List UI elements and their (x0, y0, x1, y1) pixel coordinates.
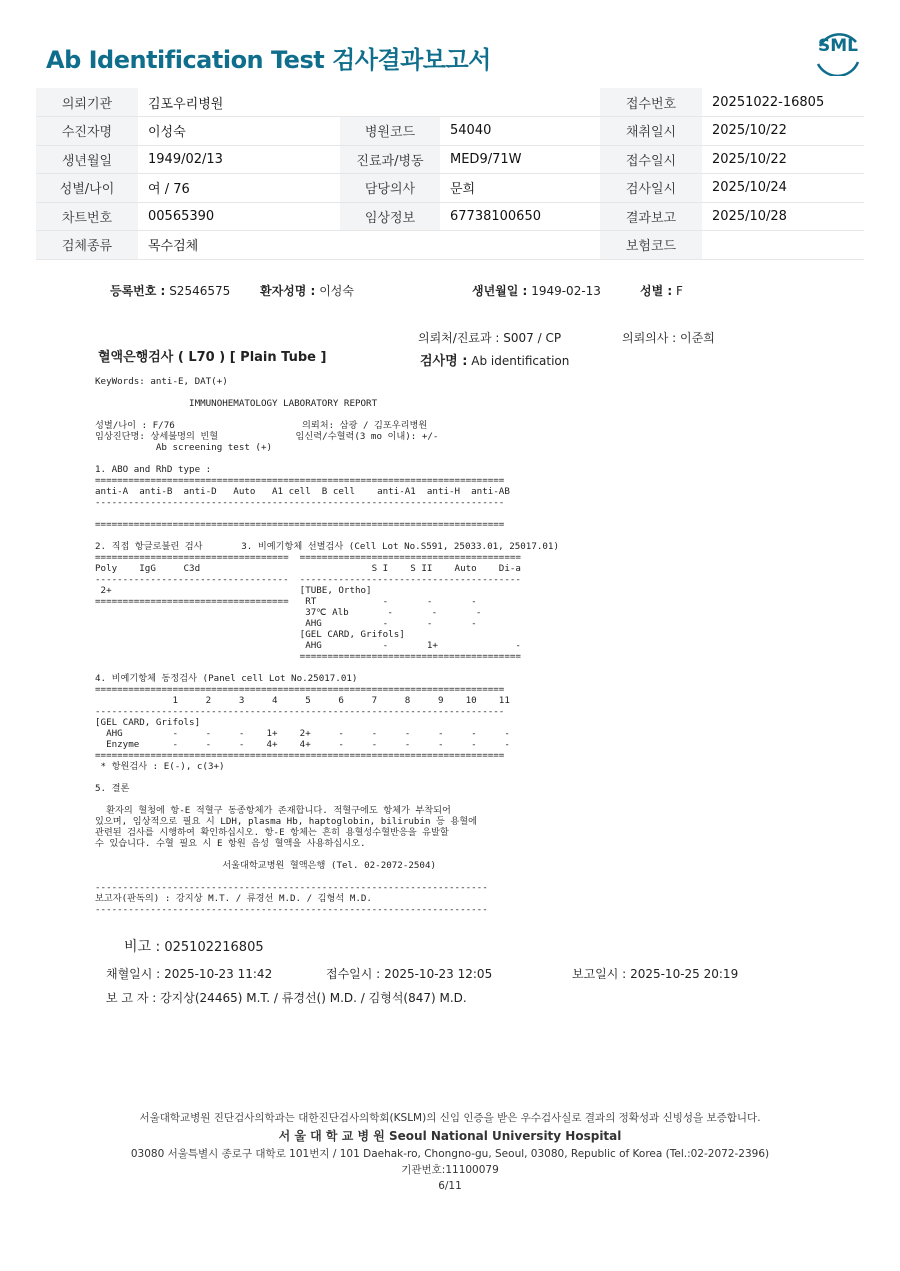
collected-label: 채혈일시 : (106, 967, 161, 981)
patient-info-table (36, 88, 864, 260)
dob-label: 생년월일 : (472, 284, 528, 298)
sex (640, 282, 683, 299)
collected-value: 2025-10-23 11:42 (164, 967, 273, 981)
info-row (36, 231, 864, 260)
birth-date (472, 282, 601, 299)
info-label: 보험코드 (600, 231, 702, 260)
info-value: 목수검체 (138, 231, 600, 260)
reg-value: S2546575 (169, 284, 231, 298)
info-value: 00565390 (138, 202, 340, 231)
info-label: 수진자명 (36, 117, 138, 146)
info-label: 검체종류 (36, 231, 138, 260)
info-value: 1949/02/13 (138, 145, 340, 174)
remarks-label: 비고 : (124, 939, 161, 955)
patient-name (260, 282, 354, 299)
info-row (36, 145, 864, 174)
ordering-doctor: 의뢰의사 : 이준희 (622, 331, 715, 345)
test-name (420, 350, 569, 369)
test-name-label: 검사명 : (420, 354, 468, 369)
page-number: 6/11 (438, 1180, 462, 1192)
info-label: 성별/나이 (36, 174, 138, 203)
name-value: 이성숙 (319, 284, 354, 298)
certification-note: 서울대학교병원 진단검사의학과는 대한진단검사의학회(KSLM)의 신임 인증을 받은 우수검사실로 결과의 정확성과 신빙성을 보증합니다. (139, 1112, 761, 1124)
institution-number: 기관번호:11100079 (401, 1164, 499, 1176)
info-label: 임상정보 (340, 202, 440, 231)
lab-report-body: KeyWords: anti-E, DAT(+) IMMUNOHEMATOLOGY LABORATORY REPORT 성별/나이 : F/76 의뢰처: 삼광 / 김포우리병원 임상진단명: 상세불명의 빈혈 임신력/수혈력(3 mo 이내): +/- Ab screening test (+) 1. ABO and RhD type : ========================================================================== anti-A anti-B anti-D Auto A1 cell B cell anti-A1 anti-H anti-AB -------------------------------------------------------------------------- ========================================================================== 2. 직접 항글로불린 검사 3. 비예기항체 선별검사 (Cell Lot No.S591, 25033.01, 25017.01) =================================== ======================================== Poly IgG C3d S I S II Auto Di-a ----------------------------------- ---------------------------------------- 2+ [TUBE, Ortho] =================================== RT - - - 37℃ Alb - - - AHG - - - [GEL CARD, Grifols] AHG - 1+ - ======================================== 4. 비예기항체 동정검사 (Panel cell Lot No.25017.01) ========================================================================== 1 2 3 4 5 6 7 8 9 10 11 -------------------------------------------------------------------------- [GEL CARD, Grifols] AHG - - - 1+ 2+ - - - - - - Enzyme - - - 4+ 4+ - - - - - - ========================================================================== * 항원검사 : E(-), c(3+) 5. 결론 환자의 혈청에 항-E 적혈구 동종항체가 존재합니다. 적혈구에도 항체가 부착되어 있으며, 임상적으로 필요 시 LDH, plasma Hb, haptoglobin, bilirubin 등 용혈에 관련된 검사를 시행하여 확인하십시오. 항-E 항체는 흔히 용혈성수혈반응을 유발할 수 있습니다. 수혈 필요 시 E 항원 음성 혈액을 사용하십시오. 서울대학교병원 혈액은행 (Tel. 02-2072-2504) ----------------------------------------------------------------------- 보고자(판독의) : 강지상 M.T. / 류경선 M.D. / 김형석 M.D. ----------------------------------------------------------------------- (95, 376, 559, 915)
test-name-value: Ab identification (471, 354, 570, 368)
report-title: Ab Identification Test 검사결과보고서 (46, 46, 491, 74)
info-value: 2025/10/28 (702, 202, 864, 231)
received-time (326, 965, 492, 982)
dept-info: 의뢰처/진료과 : S007 / CP (418, 331, 562, 345)
info-value: 2025/10/22 (702, 117, 864, 146)
info-value: 20251022-16805 (702, 88, 864, 117)
hospital-address: 03080 서울특별시 종로구 대학로 101번지 / 101 Daehak-ro, Chongno-gu, Seoul, 03080, Republic of Korea (Tel.:02-2072-2396) (130, 1148, 770, 1160)
reg-label: 등록번호 : (110, 284, 166, 298)
reported-value: 2025-10-25 20:19 (630, 967, 739, 981)
info-value: 67738100650 (440, 202, 600, 231)
info-value: 여 / 76 (138, 174, 340, 203)
name-label: 환자성명 : (260, 284, 316, 298)
remarks (124, 936, 264, 956)
info-label: 의뢰기관 (36, 88, 138, 117)
sex-label: 성별 : (640, 284, 673, 298)
info-row (36, 174, 864, 203)
info-label: 담당의사 (340, 174, 440, 203)
info-row (36, 88, 864, 117)
reported-label: 보고일시 : (572, 967, 627, 981)
info-value: 2025/10/24 (702, 174, 864, 203)
reporter-value: 강지상(24465) M.T. / 류경선() M.D. / 김형석(847) M.D. (160, 991, 467, 1005)
collected-time (106, 965, 272, 982)
info-label: 검사일시 (600, 174, 702, 203)
reporter-label: 보 고 자 : (106, 991, 157, 1005)
info-label: 병원코드 (340, 117, 440, 146)
info-value: 2025/10/22 (702, 145, 864, 174)
info-label: 결과보고 (600, 202, 702, 231)
dob-value: 1949-02-13 (531, 284, 601, 298)
remarks-value: 025102216805 (164, 940, 264, 955)
info-row (36, 117, 864, 146)
info-label: 접수번호 (600, 88, 702, 117)
info-value: 문희 (440, 174, 600, 203)
info-label: 생년월일 (36, 145, 138, 174)
info-label: 차트번호 (36, 202, 138, 231)
info-label: 접수일시 (600, 145, 702, 174)
hospital-name: 서 울 대 학 교 병 원 Seoul National University Hospital (278, 1129, 622, 1143)
info-label: 진료과/병동 (340, 145, 440, 174)
sex-value: F (676, 284, 683, 298)
info-value: 54040 (440, 117, 600, 146)
info-value (702, 231, 864, 260)
logo-text: SML (818, 36, 858, 56)
received-value: 2025-10-23 12:05 (384, 967, 493, 981)
test-category: 혈액은행검사 ( L70 ) [ Plain Tube ] (98, 350, 327, 365)
info-value: MED9/71W (440, 145, 600, 174)
registration-number (110, 282, 230, 299)
info-value: 이성숙 (138, 117, 340, 146)
received-label: 접수일시 : (326, 967, 381, 981)
info-row (36, 202, 864, 231)
info-label: 채취일시 (600, 117, 702, 146)
reported-time (572, 965, 738, 982)
info-value: 김포우리병원 (138, 88, 600, 117)
sml-logo (812, 30, 864, 76)
reporter (106, 989, 467, 1006)
